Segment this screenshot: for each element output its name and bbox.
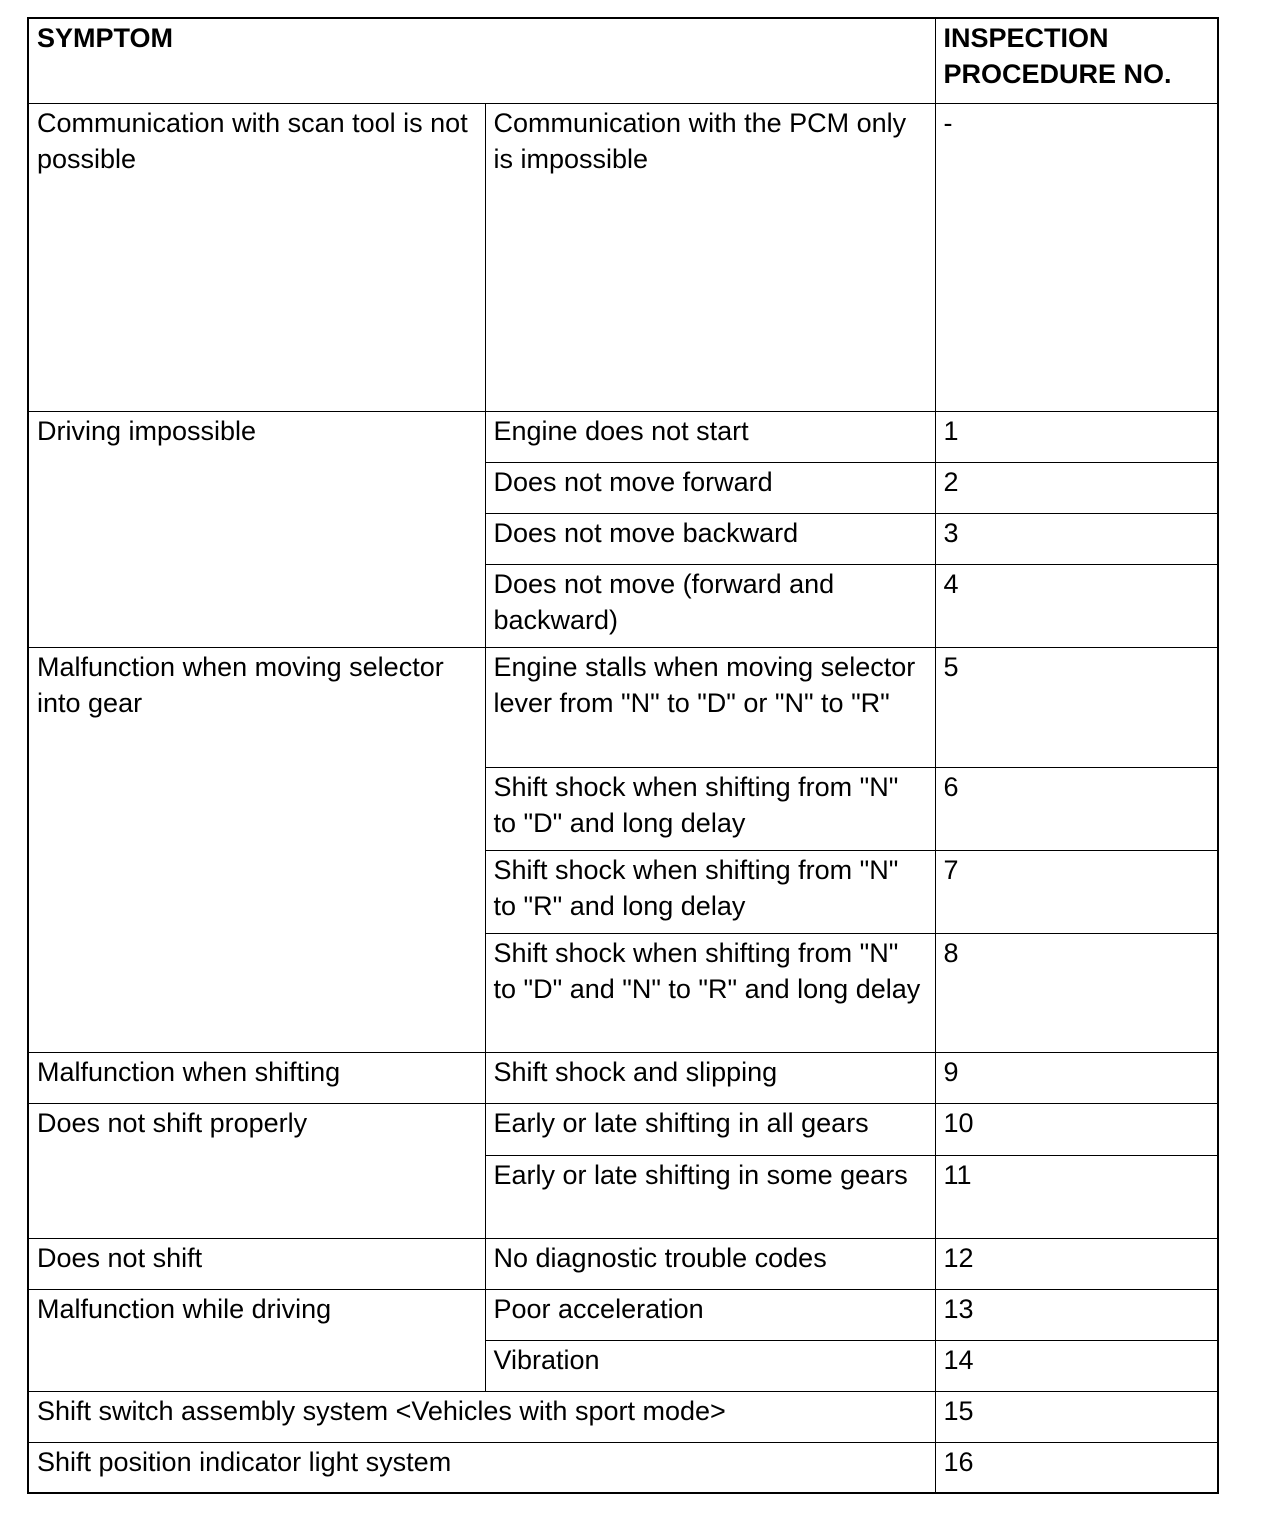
symptom-detail-cell: Early or late shifting in some gears xyxy=(485,1155,935,1238)
symptom-detail-cell: Early or late shifting in all gears xyxy=(485,1103,935,1155)
symptom-detail-cell: Engine does not start xyxy=(485,411,935,462)
clipped-heading-remnant xyxy=(0,0,1264,7)
symptom-group-cell: Does not shift properly xyxy=(28,1103,485,1238)
procedure-number-cell: 3 xyxy=(935,513,1218,564)
procedure-number-cell: - xyxy=(935,103,1218,411)
procedure-number-cell: 5 xyxy=(935,647,1218,767)
symptom-detail-cell: Does not move forward xyxy=(485,462,935,513)
symptom-detail-cell: Poor acceleration xyxy=(485,1289,935,1340)
symptom-group-cell: Driving impossible xyxy=(28,411,485,647)
symptom-group-cell: Communication with scan tool is not possible xyxy=(28,103,485,411)
symptom-detail-cell: Shift shock when shifting from "N" to "R" and long delay xyxy=(485,850,935,933)
table-row xyxy=(28,411,1218,462)
procedure-number-cell: 13 xyxy=(935,1289,1218,1340)
symptom-group-cell: Does not shift xyxy=(28,1238,485,1289)
symptom-span-cell: Shift position indicator light system xyxy=(28,1442,935,1493)
procedure-number-cell: 8 xyxy=(935,933,1218,1052)
procedure-number-cell: 14 xyxy=(935,1340,1218,1391)
procedure-number-cell: 10 xyxy=(935,1103,1218,1155)
symptom-detail-cell: Shift shock when shifting from "N" to "D" and long delay xyxy=(485,767,935,850)
symptom-group-cell: Malfunction when moving selector into gear xyxy=(28,647,485,1052)
procedure-number-cell: 4 xyxy=(935,564,1218,647)
table-row xyxy=(28,1442,1218,1493)
procedure-number-cell: 6 xyxy=(935,767,1218,850)
symptom-detail-cell: Does not move backward xyxy=(485,513,935,564)
table-row xyxy=(28,647,1218,767)
procedure-number-cell: 15 xyxy=(935,1391,1218,1442)
symptom-detail-cell: Communication with the PCM only is impossible xyxy=(485,103,935,411)
procedure-number-cell: 16 xyxy=(935,1442,1218,1493)
symptom-detail-cell: Shift shock and slipping xyxy=(485,1052,935,1103)
symptom-detail-cell: No diagnostic trouble codes xyxy=(485,1238,935,1289)
symptom-group-cell: Malfunction when shifting xyxy=(28,1052,485,1103)
table-row xyxy=(28,103,1218,411)
procedure-number-cell: 7 xyxy=(935,850,1218,933)
symptom-chart-table xyxy=(27,17,1219,1494)
procedure-number-cell: 12 xyxy=(935,1238,1218,1289)
table-row xyxy=(28,1391,1218,1442)
table-row xyxy=(28,1289,1218,1340)
procedure-number-cell: 2 xyxy=(935,462,1218,513)
symptom-detail-cell: Engine stalls when moving selector lever from "N" to "D" or "N" to "R" xyxy=(485,647,935,767)
procedure-number-cell: 1 xyxy=(935,411,1218,462)
header-symptom: SYMPTOM xyxy=(28,18,935,103)
header-inspection-procedure-no: INSPECTION PROCEDURE NO. xyxy=(935,18,1218,103)
table-row xyxy=(28,1052,1218,1103)
table-row xyxy=(28,1103,1218,1155)
symptom-group-cell: Malfunction while driving xyxy=(28,1289,485,1391)
procedure-number-cell: 11 xyxy=(935,1155,1218,1238)
table-row xyxy=(28,1238,1218,1289)
symptom-detail-cell: Vibration xyxy=(485,1340,935,1391)
symptom-detail-cell: Does not move (forward and backward) xyxy=(485,564,935,647)
symptom-span-cell: Shift switch assembly system <Vehicles with sport mode> xyxy=(28,1391,935,1442)
procedure-number-cell: 9 xyxy=(935,1052,1218,1103)
symptom-detail-cell: Shift shock when shifting from "N" to "D" and "N" to "R" and long delay xyxy=(485,933,935,1052)
table-header-row xyxy=(28,18,1218,103)
